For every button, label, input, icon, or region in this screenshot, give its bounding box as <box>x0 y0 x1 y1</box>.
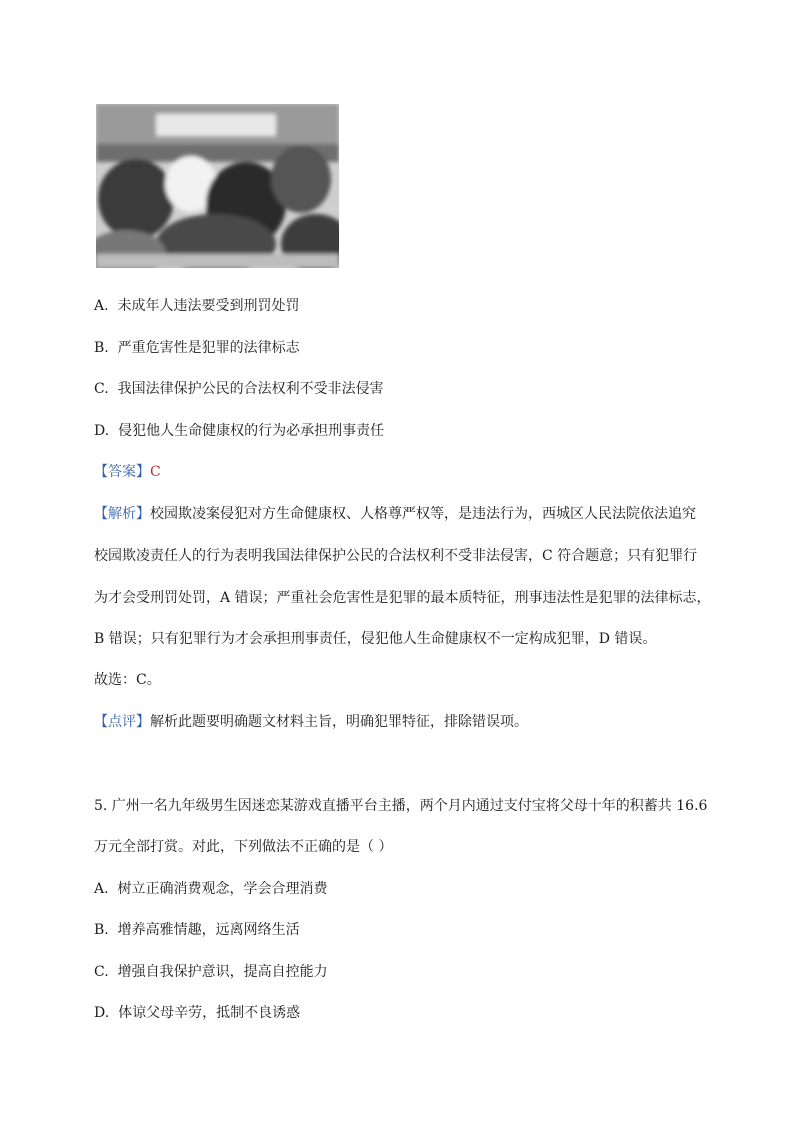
q5-option-a: A. 树立正确消费观念，学会合理消费 <box>94 881 328 897</box>
comment-tag: 【点评】 <box>94 714 150 730</box>
q4-comment: 【点评】解析此题要明确题文材料主旨，明确犯罪特征，排除错误项。 <box>94 714 528 730</box>
q4-answer <box>94 462 161 482</box>
q5-option-c: C. 增强自我保护意识，提高自控能力 <box>94 964 328 980</box>
answer-tag: 【答案】 <box>94 464 150 480</box>
courtroom-photo <box>96 104 339 268</box>
q4-analysis-line-3: 为才会受刑罚处罚，A 错误；严重社会危害性是犯罪的最本质特征，刑事违法性是犯罪的法律标志， <box>94 590 711 606</box>
q5-stem-line-2: 万元全部打赏。对此，下列做法不正确的是（ ） <box>94 839 393 855</box>
q5-option-d: D. 体谅父母辛劳，抵制不良诱惑 <box>94 1005 301 1021</box>
q4-option-c: C. 我国法律保护公民的合法权利不受非法侵害 <box>94 381 384 397</box>
q4-option-d: D. 侵犯他人生命健康权的行为必承担刑事责任 <box>94 423 385 439</box>
answer-value: C <box>150 464 161 480</box>
q4-option-a: A. 未成年人违法要受到刑罚处罚 <box>94 298 300 314</box>
q5-stem-line-1: 5. 广州一名九年级男生因迷恋某游戏直播平台主播，两个月内通过支付宝将父母十年的积蓄共 16.6 <box>94 798 708 814</box>
analysis-tag: 【解析】 <box>94 506 150 522</box>
q4-analysis-line-4: B 错误；只有犯罪行为才会承担刑事责任，侵犯他人生命健康权不一定构成犯罪，D 错误。 <box>94 631 657 647</box>
q4-analysis-line-1: 【解析】校园欺凌案侵犯对方生命健康权、人格尊严权等，是违法行为，西城区人民法院依法追究 <box>94 506 696 522</box>
q4-analysis-line-2: 校园欺凌责任人的行为表明我国法律保护公民的合法权利不受非法侵害，C 符合题意；只有犯罪行 <box>94 548 698 564</box>
q5-option-b: B. 增养高雅情趣，远离网络生活 <box>94 922 300 938</box>
q4-choose: 故选：C。 <box>94 672 161 688</box>
q4-option-b: B. 严重危害性是犯罪的法律标志 <box>94 340 300 356</box>
